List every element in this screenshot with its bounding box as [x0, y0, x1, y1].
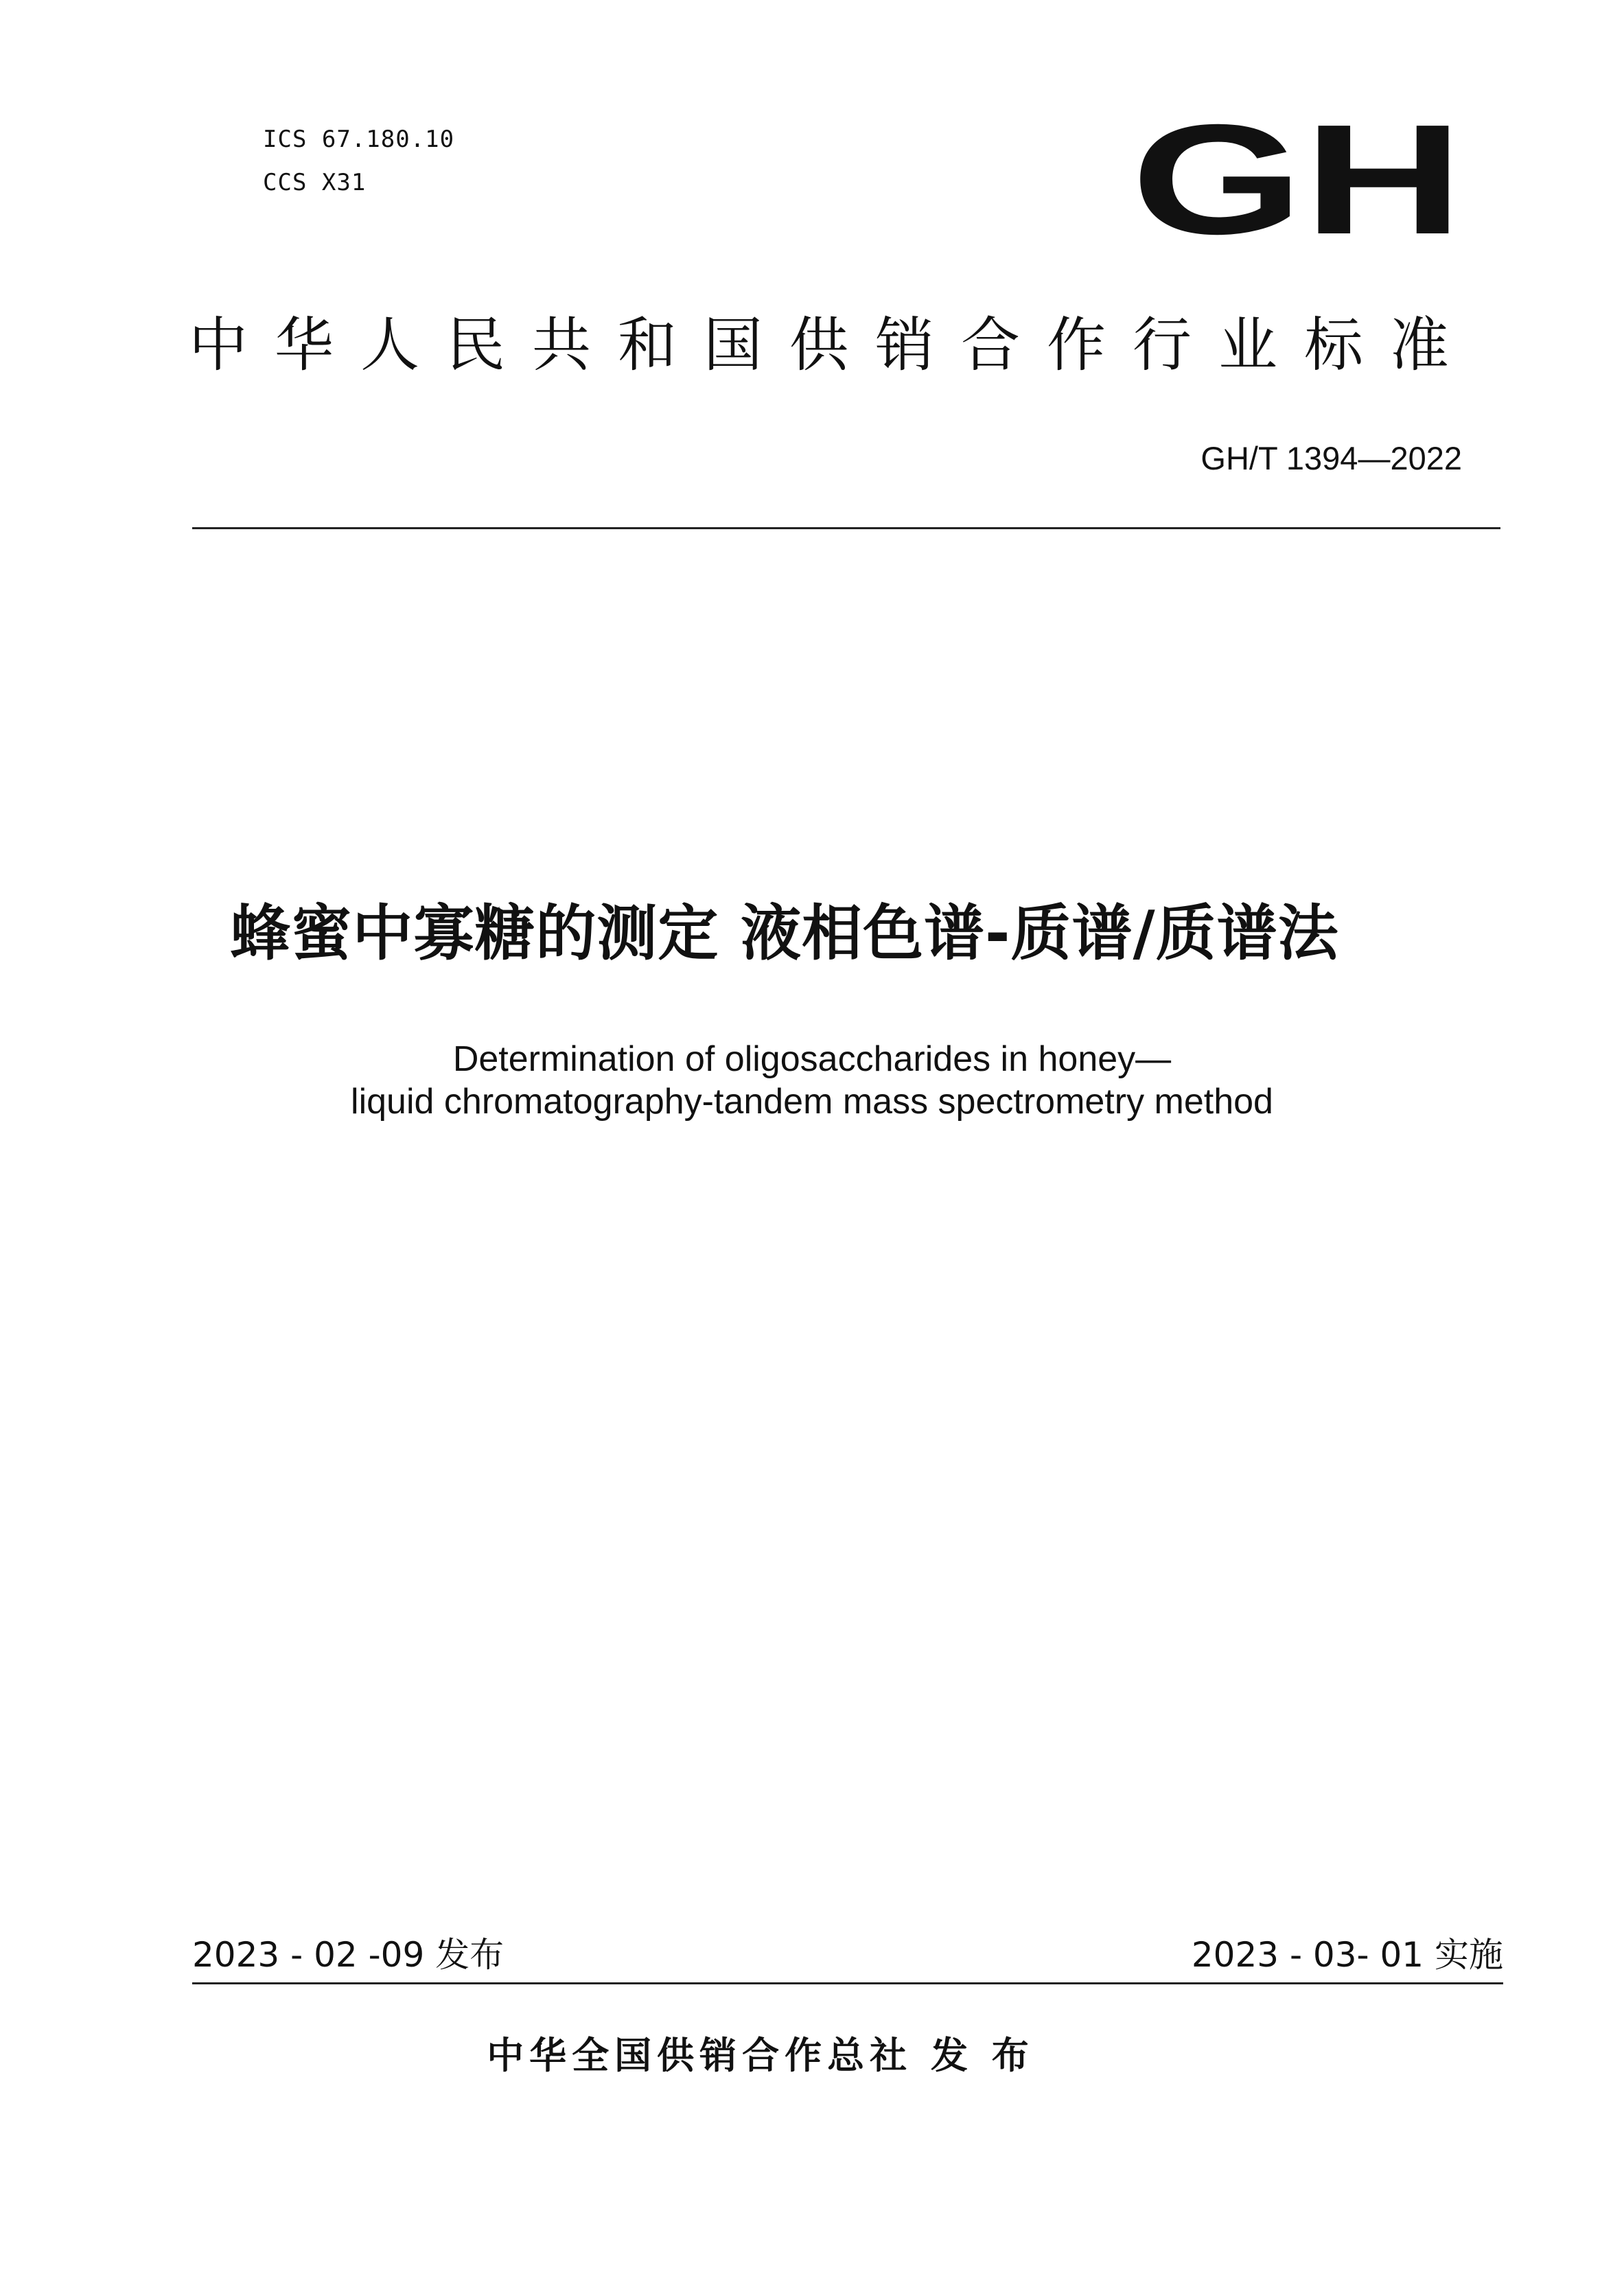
standard-number: GH/T 1394—2022 — [1200, 440, 1462, 476]
gh-logo-text: GH — [1131, 110, 1463, 247]
gh-logo — [1126, 110, 1469, 247]
document-title-cn — [0, 896, 1624, 971]
implementation-date: 2023 - 03- 01 实施 — [1191, 1935, 1503, 1975]
standard-category-title: 中华人民共和国供销合作行业标准 — [189, 311, 1476, 380]
issue-date: 2023 - 02 -09 发布 — [192, 1935, 504, 1975]
document-title-en-line2: liquid chromatography-tandem mass spectrometry method — [351, 1082, 1273, 1122]
bottom-divider — [192, 1982, 1503, 1984]
publisher-text: 中华全国供销合作总社 发 布 — [487, 2034, 1034, 2077]
ccs-code: CCS X31 — [263, 169, 367, 196]
ics-code: ICS 67.180.10 — [263, 126, 455, 153]
document-title-en-line1: Determination of oligosaccharides in honey— — [452, 1039, 1172, 1079]
document-title-cn-text: 蜂蜜中寡糖的测定 液相色谱-质谱/质谱法 — [230, 898, 1339, 969]
publisher — [0, 2032, 1624, 2080]
top-divider — [192, 527, 1500, 529]
